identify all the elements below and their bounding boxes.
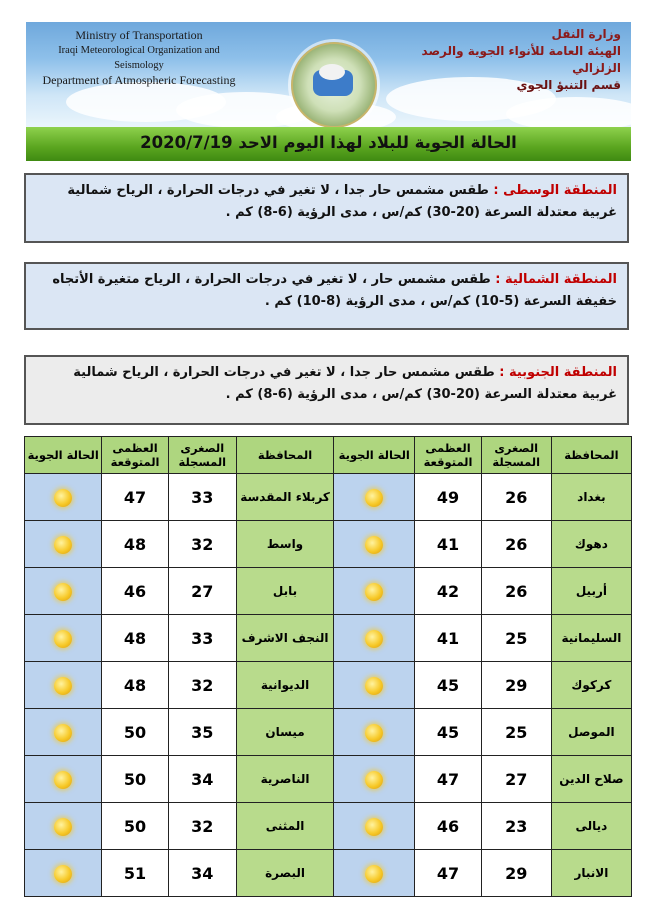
weather-state-cell bbox=[25, 568, 102, 615]
region-central-name: المنطقة الوسطى : bbox=[493, 183, 617, 198]
header-min-recorded: الصغرى المسجلة bbox=[481, 437, 551, 474]
weather-state-cell bbox=[25, 709, 102, 756]
table-row bbox=[25, 850, 632, 897]
min-temp-cell: 27 bbox=[481, 756, 551, 803]
page-title: الحالة الجوية للبلاد لهذا اليوم الاحد 2020/7/19 bbox=[140, 133, 517, 152]
region-south-text: طقس مشمس حار جدا ، لا تغير في درجات الحرارة ، الرياح شمالية غربية معتدلة السرعة (20-30) كم/س ، مدى الرؤية (6-8) كم . bbox=[73, 365, 617, 402]
governorate-cell: واسط bbox=[236, 521, 333, 568]
organization-name-ar: الهيئة العامة للأنواء الجوية والرصد الزلزالي bbox=[421, 44, 621, 75]
weather-state-cell bbox=[334, 521, 415, 568]
title-bar bbox=[26, 127, 631, 161]
min-temp-cell: 26 bbox=[481, 521, 551, 568]
weather-state-cell bbox=[25, 850, 102, 897]
min-temp-cell: 26 bbox=[481, 568, 551, 615]
organization-name-en: Iraqi Meteorological Organization and Seismology bbox=[58, 45, 220, 71]
max-temp-cell: 41 bbox=[415, 521, 481, 568]
weather-state-cell bbox=[334, 474, 415, 521]
max-temp-cell: 47 bbox=[415, 850, 481, 897]
min-temp-cell: 32 bbox=[168, 803, 236, 850]
table-row bbox=[25, 568, 632, 615]
sun-icon bbox=[54, 724, 72, 742]
sun-icon bbox=[54, 677, 72, 695]
governorate-cell: صلاح الدين bbox=[551, 756, 631, 803]
region-north-box bbox=[24, 262, 629, 330]
region-north-name: المنطقة الشمالية : bbox=[495, 272, 617, 287]
weather-state-cell bbox=[334, 803, 415, 850]
min-temp-cell: 25 bbox=[481, 615, 551, 662]
sun-icon bbox=[365, 771, 383, 789]
sun-icon bbox=[54, 630, 72, 648]
table-row bbox=[25, 521, 632, 568]
weather-state-cell bbox=[334, 568, 415, 615]
table-row bbox=[25, 474, 632, 521]
weather-state-cell bbox=[334, 756, 415, 803]
header-governorate: المحافظة bbox=[236, 437, 333, 474]
min-temp-cell: 34 bbox=[168, 850, 236, 897]
min-temp-cell: 32 bbox=[168, 521, 236, 568]
region-north-text: طقس مشمس حار ، لا تغير في درجات الحرارة ، الرياح متغيرة الأتجاه خفيفة السرعة (5-10) كم/س ، مدى الرؤية (8-10) كم . bbox=[52, 272, 617, 309]
sun-icon bbox=[54, 818, 72, 836]
header-max-expected: العظمى المتوقعة bbox=[415, 437, 481, 474]
max-temp-cell: 47 bbox=[415, 756, 481, 803]
min-temp-cell: 26 bbox=[481, 474, 551, 521]
region-central-box bbox=[24, 173, 629, 243]
cloud-emblem-icon bbox=[313, 70, 353, 96]
region-central-text: طقس مشمس حار جدا ، لا تغير في درجات الحرارة ، الرياح شمالية غربية معتدلة السرعة (20-30) كم/س ، مدى الرؤية (6-8) كم . bbox=[67, 183, 617, 220]
region-south-box bbox=[24, 355, 629, 425]
governorate-cell: كركوك bbox=[551, 662, 631, 709]
weather-state-cell bbox=[334, 709, 415, 756]
max-temp-cell: 48 bbox=[102, 521, 168, 568]
sun-icon bbox=[365, 677, 383, 695]
max-temp-cell: 50 bbox=[102, 803, 168, 850]
min-temp-cell: 23 bbox=[481, 803, 551, 850]
max-temp-cell: 46 bbox=[415, 803, 481, 850]
governorate-cell: المثنى bbox=[236, 803, 333, 850]
sun-icon bbox=[54, 771, 72, 789]
governorate-cell: الناصرية bbox=[236, 756, 333, 803]
sun-icon bbox=[365, 536, 383, 554]
governorate-cell: الديوانية bbox=[236, 662, 333, 709]
sun-icon bbox=[365, 583, 383, 601]
ministry-name-en: Ministry of Transportation bbox=[75, 28, 203, 42]
weather-state-cell bbox=[334, 662, 415, 709]
weather-state-cell bbox=[25, 615, 102, 662]
min-temp-cell: 29 bbox=[481, 850, 551, 897]
governorate-cell: أربيل bbox=[551, 568, 631, 615]
governorate-cell: بغداد bbox=[551, 474, 631, 521]
department-name-en: Department of Atmospheric Forecasting bbox=[42, 73, 236, 87]
max-temp-cell: 50 bbox=[102, 709, 168, 756]
table-row bbox=[25, 709, 632, 756]
table-row bbox=[25, 662, 632, 709]
header-weather-state: الحالة الجوية bbox=[25, 437, 102, 474]
ministry-name-ar: وزارة النقل bbox=[551, 27, 621, 41]
min-temp-cell: 34 bbox=[168, 756, 236, 803]
weather-state-cell bbox=[334, 850, 415, 897]
table-row bbox=[25, 615, 632, 662]
max-temp-cell: 46 bbox=[102, 568, 168, 615]
governorate-cell: الانبار bbox=[551, 850, 631, 897]
min-temp-cell: 29 bbox=[481, 662, 551, 709]
max-temp-cell: 45 bbox=[415, 709, 481, 756]
region-south-name: المنطقة الجنوبية : bbox=[499, 365, 617, 380]
weather-state-cell bbox=[25, 662, 102, 709]
governorate-cell: البصرة bbox=[236, 850, 333, 897]
weather-state-cell bbox=[25, 521, 102, 568]
max-temp-cell: 50 bbox=[102, 756, 168, 803]
governorate-cell: كربلاء المقدسة bbox=[236, 474, 333, 521]
forecast-table bbox=[24, 436, 632, 897]
governorate-cell: ميسان bbox=[236, 709, 333, 756]
governorate-cell: النجف الاشرف bbox=[236, 615, 333, 662]
sun-icon bbox=[54, 489, 72, 507]
organization-logo bbox=[291, 42, 377, 127]
table-row bbox=[25, 756, 632, 803]
department-name-ar: قسم التنبؤ الجوي bbox=[516, 78, 621, 92]
weather-state-cell bbox=[334, 615, 415, 662]
governorate-cell: بابل bbox=[236, 568, 333, 615]
max-temp-cell: 45 bbox=[415, 662, 481, 709]
governorate-cell: الموصل bbox=[551, 709, 631, 756]
max-temp-cell: 41 bbox=[415, 615, 481, 662]
table-header-row bbox=[25, 437, 632, 474]
min-temp-cell: 33 bbox=[168, 615, 236, 662]
header-max-expected: العظمى المتوقعة bbox=[102, 437, 168, 474]
min-temp-cell: 33 bbox=[168, 474, 236, 521]
governorate-cell: ديالى bbox=[551, 803, 631, 850]
header-banner bbox=[26, 22, 631, 127]
max-temp-cell: 49 bbox=[415, 474, 481, 521]
weather-state-cell bbox=[25, 756, 102, 803]
min-temp-cell: 27 bbox=[168, 568, 236, 615]
header-min-recorded: الصغرى المسجلة bbox=[168, 437, 236, 474]
sun-icon bbox=[54, 865, 72, 883]
ministry-arabic-heading bbox=[411, 26, 621, 94]
min-temp-cell: 25 bbox=[481, 709, 551, 756]
max-temp-cell: 42 bbox=[415, 568, 481, 615]
min-temp-cell: 32 bbox=[168, 662, 236, 709]
ministry-english-heading bbox=[34, 28, 244, 88]
max-temp-cell: 48 bbox=[102, 615, 168, 662]
max-temp-cell: 48 bbox=[102, 662, 168, 709]
sun-icon bbox=[54, 536, 72, 554]
sun-icon bbox=[365, 818, 383, 836]
sun-icon bbox=[365, 724, 383, 742]
sun-icon bbox=[365, 865, 383, 883]
sun-icon bbox=[365, 489, 383, 507]
min-temp-cell: 35 bbox=[168, 709, 236, 756]
max-temp-cell: 51 bbox=[102, 850, 168, 897]
weather-state-cell bbox=[25, 474, 102, 521]
header-weather-state: الحالة الجوية bbox=[334, 437, 415, 474]
governorate-cell: دهوك bbox=[551, 521, 631, 568]
header-governorate: المحافظة bbox=[551, 437, 631, 474]
weather-state-cell bbox=[25, 803, 102, 850]
sun-icon bbox=[54, 583, 72, 601]
max-temp-cell: 47 bbox=[102, 474, 168, 521]
table-row bbox=[25, 803, 632, 850]
governorate-cell: السليمانية bbox=[551, 615, 631, 662]
sun-icon bbox=[365, 630, 383, 648]
